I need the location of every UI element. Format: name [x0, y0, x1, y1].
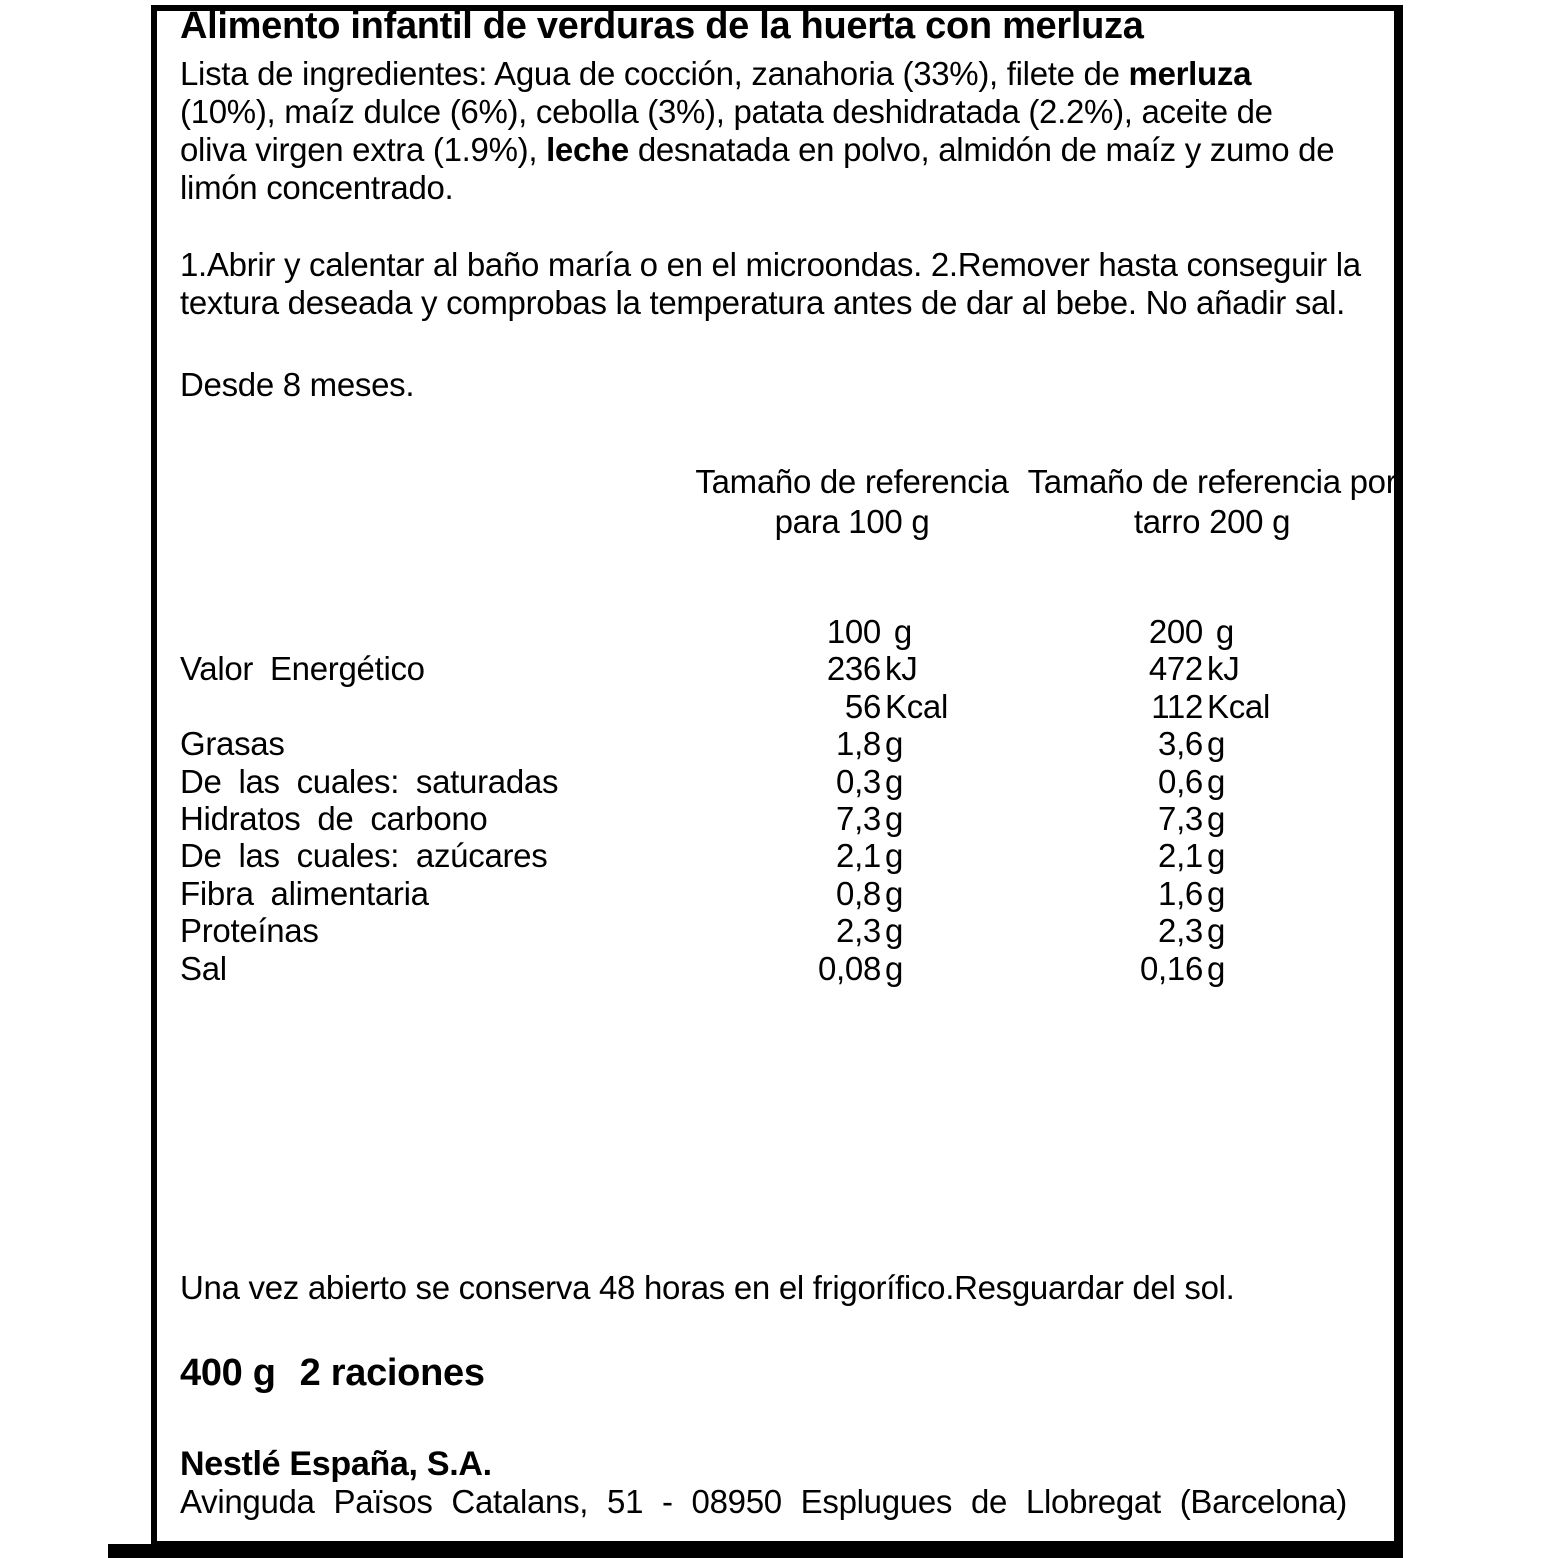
value-number: 0,8: [836, 874, 881, 912]
value-unit: g: [1207, 613, 1234, 650]
manufacturer-name: Nestlé España, S.A.: [180, 1445, 492, 1483]
value-unit: g: [885, 837, 904, 875]
value-unit: g: [1207, 837, 1226, 875]
value-per-200g: [1000, 837, 1225, 874]
ingredients-line: [180, 169, 1334, 207]
nutrition-column1-header-line2: para 100 g: [774, 503, 930, 540]
ingredients-line: [180, 131, 1334, 169]
value-number: 1,8: [836, 725, 881, 763]
nutrition-row: [180, 912, 1380, 949]
value-unit: kJ: [885, 650, 918, 688]
value-number: 0,16: [1139, 949, 1203, 987]
ingredients-text: (10%), maíz dulce (6%), cebolla (3%), patata deshidratada (2.2%), aceite de: [180, 93, 1273, 130]
ingredients-text: Lista de ingredientes: Agua de cocción, zanahoria (33%), filete de: [180, 55, 1129, 92]
preparation-line: 1.Abrir y calentar al baño maría o en el microondas. 2.Remover hasta conseguir la: [180, 246, 1361, 283]
value-number: 56: [844, 687, 881, 725]
value-per-200g: [1000, 650, 1239, 687]
value-unit: g: [885, 762, 904, 800]
net-weight-amount: 400 g: [180, 1352, 276, 1394]
value-number: 200: [1148, 613, 1203, 650]
nutrient-label: Valor Energético: [180, 650, 425, 688]
nutrition-column1-header-line1: Tamaño de referencia: [695, 463, 1009, 500]
nutrition-row: [180, 725, 1380, 762]
value-unit: kJ: [1207, 650, 1240, 688]
value-unit: g: [1207, 799, 1226, 837]
value-unit: g: [885, 912, 904, 950]
value-per-200g: [1000, 725, 1225, 762]
ingredients-list: [180, 55, 1334, 207]
value-per-100g: [640, 613, 1000, 650]
ingredients-text: limón concentrado.: [180, 169, 454, 206]
nutrient-label: [180, 613, 640, 650]
bottom-border-bar: [108, 1544, 1403, 1558]
manufacturer-address: Avinguda Països Catalans, 51 - 08950 Esplugues de Llobregat (Barcelona): [180, 1483, 1347, 1520]
nutrition-column2-header: [1000, 462, 1424, 542]
preparation-instructions: [180, 246, 1361, 322]
value-per-100g: [640, 763, 1000, 800]
nutrient-label: Proteínas: [180, 912, 319, 950]
value-number: 1,6: [1158, 874, 1203, 912]
ingredients-line: [180, 93, 1334, 131]
value-number: 7,3: [836, 799, 881, 837]
nutrition-row: [180, 763, 1380, 800]
value-unit: g: [1207, 912, 1226, 950]
value-unit: g: [1207, 874, 1226, 912]
value-number: 472: [1148, 650, 1203, 688]
value-per-100g: [640, 688, 1000, 725]
net-weight: [180, 1352, 485, 1395]
value-number: 7,3: [1158, 799, 1203, 837]
value-per-100g: [640, 800, 1000, 837]
value-number: 2,1: [1158, 837, 1203, 875]
allergen-merluza: merluza: [1128, 55, 1252, 92]
nutrient-label: Sal: [180, 949, 227, 987]
value-unit: Kcal: [885, 687, 948, 725]
ingredients-text: desnatada en polvo, almidón de maíz y zumo de: [628, 131, 1335, 168]
nutrient-label: De las cuales: saturadas: [180, 762, 559, 800]
value-per-100g: [640, 650, 1000, 687]
value-unit: g: [885, 725, 904, 763]
product-title: Alimento infantil de verduras de la huerta con merluza: [180, 5, 1144, 47]
nutrition-row: [180, 650, 1380, 687]
allergen-leche: leche: [546, 131, 629, 168]
nutrition-row: [180, 613, 1380, 650]
nutrition-column1-header: [652, 462, 1052, 542]
value-number: 2,1: [836, 837, 881, 875]
nutrient-label: Hidratos de carbono: [180, 799, 488, 837]
value-number: 0,3: [836, 762, 881, 800]
nutrition-row: [180, 837, 1380, 874]
value-number: 3,6: [1158, 725, 1203, 763]
value-number: 0,08: [817, 949, 881, 987]
nutrition-row: [180, 950, 1380, 987]
ingredients-line: [180, 55, 1334, 93]
nutrient-label: De las cuales: azúcares: [180, 837, 548, 875]
product-label-sheet: [151, 5, 1403, 1547]
nutrition-row: [180, 688, 1380, 725]
value-unit: g: [885, 949, 904, 987]
value-per-200g: [1000, 613, 1234, 650]
value-unit: g: [1207, 949, 1226, 987]
value-unit: Kcal: [1207, 687, 1270, 725]
value-per-200g: [1000, 875, 1225, 912]
value-per-100g: [640, 875, 1000, 912]
ingredients-text: oliva virgen extra (1.9%),: [180, 131, 547, 168]
value-unit: g: [1207, 762, 1226, 800]
value-unit: g: [1207, 725, 1226, 763]
value-number: 2,3: [836, 912, 881, 950]
value-per-200g: [1000, 763, 1225, 800]
value-number: 2,3: [1158, 912, 1203, 950]
value-per-200g: [1000, 688, 1270, 725]
nutrition-row: [180, 800, 1380, 837]
value-number: 0,6: [1158, 762, 1203, 800]
age-indication: Desde 8 meses.: [180, 366, 415, 403]
value-per-100g: [640, 912, 1000, 949]
nutrient-label: [180, 688, 640, 725]
preparation-line: textura deseada y comprobas la temperatura antes de dar al bebe. No añadir sal.: [180, 284, 1346, 321]
value-unit: g: [885, 799, 904, 837]
nutrition-column2-header-line2: tarro 200 g: [1133, 503, 1291, 540]
value-per-100g: [640, 725, 1000, 762]
value-per-200g: [1000, 800, 1225, 837]
value-number: 100: [826, 613, 881, 650]
servings-count: 2 raciones: [299, 1352, 485, 1394]
value-per-100g: [640, 837, 1000, 874]
value-number: 236: [826, 650, 881, 688]
value-per-200g: [1000, 912, 1225, 949]
nutrition-column2-header-line1: Tamaño de referencia por: [1027, 463, 1397, 500]
value-per-200g: [1000, 950, 1225, 987]
value-unit: g: [885, 874, 904, 912]
value-per-100g: [640, 950, 1000, 987]
value-number: 112: [1151, 687, 1203, 725]
value-unit: g: [885, 613, 912, 650]
nutrition-row: [180, 875, 1380, 912]
nutrient-label: Fibra alimentaria: [180, 874, 429, 912]
nutrient-label: Grasas: [180, 725, 285, 763]
storage-instructions: Una vez abierto se conserva 48 horas en el frigorífico.Resguardar del sol.: [180, 1269, 1235, 1306]
nutrition-table: [180, 613, 1380, 987]
